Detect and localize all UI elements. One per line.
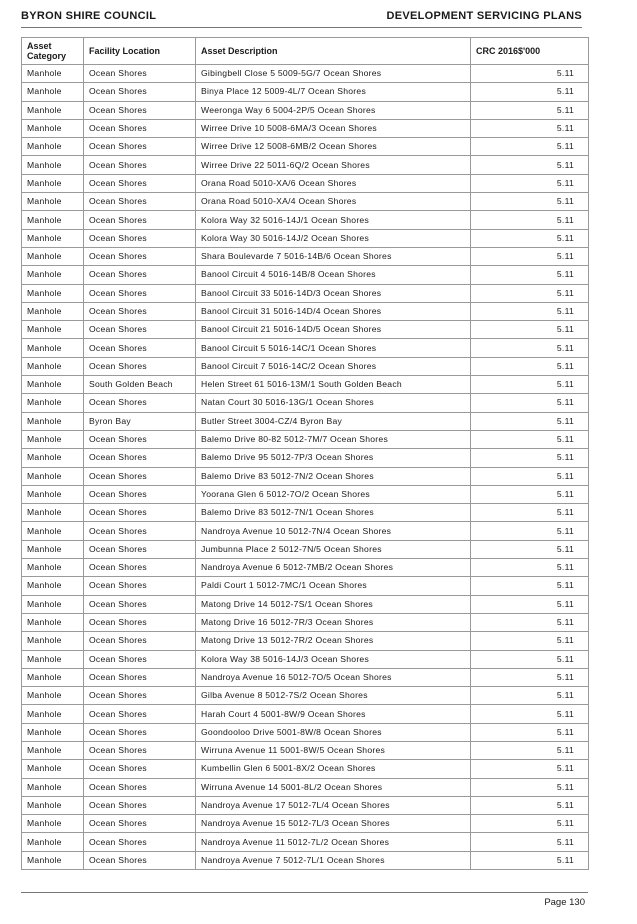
table-row bbox=[22, 540, 589, 558]
column-header-asset-category: Asset Category bbox=[22, 38, 84, 65]
asset-category-cell: Manhole bbox=[22, 412, 84, 430]
table-row bbox=[22, 778, 589, 796]
table-row bbox=[22, 449, 589, 467]
asset-description-cell: Matong Drive 13 5012-7R/2 Ocean Shores bbox=[196, 632, 471, 650]
crc-value-cell: 5.11 bbox=[471, 412, 589, 430]
asset-description-cell: Kolora Way 38 5016-14J/3 Ocean Shores bbox=[196, 650, 471, 668]
asset-category-cell: Manhole bbox=[22, 119, 84, 137]
crc-value-cell: 5.11 bbox=[471, 485, 589, 503]
table-row bbox=[22, 467, 589, 485]
crc-value-cell: 5.11 bbox=[471, 376, 589, 394]
facility-location-cell: Ocean Shores bbox=[84, 577, 196, 595]
facility-location-cell: Ocean Shores bbox=[84, 522, 196, 540]
council-name: BYRON SHIRE COUNCIL bbox=[21, 10, 157, 22]
asset-category-cell: Manhole bbox=[22, 522, 84, 540]
asset-category-cell: Manhole bbox=[22, 193, 84, 211]
facility-location-cell: Ocean Shores bbox=[84, 540, 196, 558]
facility-location-cell: Byron Bay bbox=[84, 412, 196, 430]
facility-location-cell: Ocean Shores bbox=[84, 741, 196, 759]
table-row bbox=[22, 504, 589, 522]
crc-value-cell: 5.11 bbox=[471, 522, 589, 540]
document-title: DEVELOPMENT SERVICING PLANS bbox=[386, 10, 582, 22]
asset-description-cell: Jumbunna Place 2 5012-7N/5 Ocean Shores bbox=[196, 540, 471, 558]
asset-category-cell: Manhole bbox=[22, 430, 84, 448]
asset-description-cell: Banool Circuit 33 5016-14D/3 Ocean Shores bbox=[196, 284, 471, 302]
asset-category-cell: Manhole bbox=[22, 485, 84, 503]
table-row bbox=[22, 211, 589, 229]
table-row bbox=[22, 247, 589, 265]
table-row bbox=[22, 668, 589, 686]
asset-category-cell: Manhole bbox=[22, 65, 84, 83]
asset-description-cell: Banool Circuit 5 5016-14C/1 Ocean Shores bbox=[196, 339, 471, 357]
asset-description-cell: Balemo Drive 95 5012-7P/3 Ocean Shores bbox=[196, 449, 471, 467]
table-row bbox=[22, 741, 589, 759]
asset-category-cell: Manhole bbox=[22, 851, 84, 869]
table-row bbox=[22, 284, 589, 302]
facility-location-cell: Ocean Shores bbox=[84, 705, 196, 723]
crc-value-cell: 5.11 bbox=[471, 247, 589, 265]
table-row bbox=[22, 687, 589, 705]
facility-location-cell: Ocean Shores bbox=[84, 211, 196, 229]
table-row bbox=[22, 138, 589, 156]
table-row bbox=[22, 815, 589, 833]
asset-description-cell: Butler Street 3004-CZ/4 Byron Bay bbox=[196, 412, 471, 430]
asset-category-cell: Manhole bbox=[22, 760, 84, 778]
asset-category-cell: Manhole bbox=[22, 211, 84, 229]
table-row bbox=[22, 119, 589, 137]
page-header bbox=[21, 8, 582, 24]
asset-category-cell: Manhole bbox=[22, 796, 84, 814]
table-row bbox=[22, 394, 589, 412]
asset-description-cell: Banool Circuit 21 5016-14D/5 Ocean Shores bbox=[196, 321, 471, 339]
facility-location-cell: Ocean Shores bbox=[84, 284, 196, 302]
asset-description-cell: Orana Road 5010-XA/6 Ocean Shores bbox=[196, 174, 471, 192]
table-row bbox=[22, 321, 589, 339]
asset-description-cell: Shara Boulevarde 7 5016-14B/6 Ocean Shores bbox=[196, 247, 471, 265]
footer-rule bbox=[21, 892, 588, 893]
facility-location-cell: Ocean Shores bbox=[84, 119, 196, 137]
facility-location-cell: Ocean Shores bbox=[84, 815, 196, 833]
facility-location-cell: Ocean Shores bbox=[84, 394, 196, 412]
table-row bbox=[22, 851, 589, 869]
asset-category-cell: Manhole bbox=[22, 339, 84, 357]
facility-location-cell: Ocean Shores bbox=[84, 101, 196, 119]
asset-description-cell: Weeronga Way 6 5004-2P/5 Ocean Shores bbox=[196, 101, 471, 119]
asset-category-cell: Manhole bbox=[22, 284, 84, 302]
asset-category-cell: Manhole bbox=[22, 138, 84, 156]
asset-description-cell: Wirree Drive 10 5008-6MA/3 Ocean Shores bbox=[196, 119, 471, 137]
table-row bbox=[22, 796, 589, 814]
asset-description-cell: Kolora Way 30 5016-14J/2 Ocean Shores bbox=[196, 229, 471, 247]
asset-description-cell: Nandroya Avenue 11 5012-7L/2 Ocean Shores bbox=[196, 833, 471, 851]
crc-value-cell: 5.11 bbox=[471, 668, 589, 686]
asset-description-cell: Balemo Drive 83 5012-7N/2 Ocean Shores bbox=[196, 467, 471, 485]
asset-description-cell: Nandroya Avenue 16 5012-7O/5 Ocean Shores bbox=[196, 668, 471, 686]
crc-value-cell: 5.11 bbox=[471, 632, 589, 650]
table-row bbox=[22, 430, 589, 448]
crc-value-cell: 5.11 bbox=[471, 193, 589, 211]
crc-value-cell: 5.11 bbox=[471, 778, 589, 796]
table-row bbox=[22, 193, 589, 211]
asset-category-cell: Manhole bbox=[22, 83, 84, 101]
table-row bbox=[22, 577, 589, 595]
crc-value-cell: 5.11 bbox=[471, 394, 589, 412]
crc-value-cell: 5.11 bbox=[471, 321, 589, 339]
asset-description-cell: Binya Place 12 5009-4L/7 Ocean Shores bbox=[196, 83, 471, 101]
table-row bbox=[22, 65, 589, 83]
facility-location-cell: Ocean Shores bbox=[84, 595, 196, 613]
facility-location-cell: Ocean Shores bbox=[84, 778, 196, 796]
crc-value-cell: 5.11 bbox=[471, 266, 589, 284]
column-header-asset-description: Asset Description bbox=[196, 38, 471, 65]
asset-description-cell: Nandroya Avenue 6 5012-7MB/2 Ocean Shores bbox=[196, 559, 471, 577]
crc-value-cell: 5.11 bbox=[471, 83, 589, 101]
asset-description-cell: Wirruna Avenue 11 5001-8W/5 Ocean Shores bbox=[196, 741, 471, 759]
facility-location-cell: Ocean Shores bbox=[84, 339, 196, 357]
table-row bbox=[22, 559, 589, 577]
asset-category-cell: Manhole bbox=[22, 504, 84, 522]
table-row bbox=[22, 650, 589, 668]
crc-value-cell: 5.11 bbox=[471, 65, 589, 83]
table-row bbox=[22, 101, 589, 119]
asset-category-cell: Manhole bbox=[22, 723, 84, 741]
asset-category-cell: Manhole bbox=[22, 559, 84, 577]
crc-value-cell: 5.11 bbox=[471, 302, 589, 320]
header-rule bbox=[21, 27, 582, 28]
asset-description-cell: Gilba Avenue 8 5012-7S/2 Ocean Shores bbox=[196, 687, 471, 705]
facility-location-cell: Ocean Shores bbox=[84, 485, 196, 503]
facility-location-cell: Ocean Shores bbox=[84, 321, 196, 339]
facility-location-cell: Ocean Shores bbox=[84, 247, 196, 265]
crc-value-cell: 5.11 bbox=[471, 540, 589, 558]
crc-value-cell: 5.11 bbox=[471, 339, 589, 357]
asset-description-cell: Wirruna Avenue 14 5001-8L/2 Ocean Shores bbox=[196, 778, 471, 796]
crc-value-cell: 5.11 bbox=[471, 138, 589, 156]
table-row bbox=[22, 522, 589, 540]
asset-category-cell: Manhole bbox=[22, 613, 84, 631]
asset-description-cell: Banool Circuit 7 5016-14C/2 Ocean Shores bbox=[196, 357, 471, 375]
asset-category-cell: Manhole bbox=[22, 595, 84, 613]
column-header-facility-location: Facility Location bbox=[84, 38, 196, 65]
facility-location-cell: Ocean Shores bbox=[84, 83, 196, 101]
facility-location-cell: Ocean Shores bbox=[84, 357, 196, 375]
crc-value-cell: 5.11 bbox=[471, 851, 589, 869]
asset-category-cell: Manhole bbox=[22, 376, 84, 394]
asset-description-cell: Wirree Drive 22 5011-6Q/2 Ocean Shores bbox=[196, 156, 471, 174]
table-row bbox=[22, 613, 589, 631]
facility-location-cell: Ocean Shores bbox=[84, 613, 196, 631]
facility-location-cell: Ocean Shores bbox=[84, 668, 196, 686]
crc-value-cell: 5.11 bbox=[471, 613, 589, 631]
page-number: Page 130 bbox=[544, 897, 585, 908]
facility-location-cell: Ocean Shores bbox=[84, 504, 196, 522]
asset-category-cell: Manhole bbox=[22, 650, 84, 668]
asset-description-cell: Harah Court 4 5001-8W/9 Ocean Shores bbox=[196, 705, 471, 723]
crc-value-cell: 5.11 bbox=[471, 760, 589, 778]
facility-location-cell: Ocean Shores bbox=[84, 193, 196, 211]
table-row bbox=[22, 376, 589, 394]
asset-description-cell: Paldi Court 1 5012-7MC/1 Ocean Shores bbox=[196, 577, 471, 595]
asset-category-cell: Manhole bbox=[22, 101, 84, 119]
crc-value-cell: 5.11 bbox=[471, 101, 589, 119]
asset-description-cell: Natan Court 30 5016-13G/1 Ocean Shores bbox=[196, 394, 471, 412]
facility-location-cell: Ocean Shores bbox=[84, 687, 196, 705]
asset-category-cell: Manhole bbox=[22, 302, 84, 320]
crc-value-cell: 5.11 bbox=[471, 357, 589, 375]
table-row bbox=[22, 723, 589, 741]
asset-description-cell: Nandroya Avenue 10 5012-7N/4 Ocean Shores bbox=[196, 522, 471, 540]
asset-category-cell: Manhole bbox=[22, 577, 84, 595]
asset-category-cell: Manhole bbox=[22, 229, 84, 247]
asset-description-cell: Balemo Drive 83 5012-7N/1 Ocean Shores bbox=[196, 504, 471, 522]
facility-location-cell: Ocean Shores bbox=[84, 760, 196, 778]
asset-category-cell: Manhole bbox=[22, 467, 84, 485]
asset-description-cell: Balemo Drive 80-82 5012-7M/7 Ocean Shores bbox=[196, 430, 471, 448]
facility-location-cell: Ocean Shores bbox=[84, 138, 196, 156]
crc-value-cell: 5.11 bbox=[471, 833, 589, 851]
asset-description-cell: Kumbellin Glen 6 5001-8X/2 Ocean Shores bbox=[196, 760, 471, 778]
table-row bbox=[22, 705, 589, 723]
asset-category-cell: Manhole bbox=[22, 778, 84, 796]
facility-location-cell: South Golden Beach bbox=[84, 376, 196, 394]
asset-category-cell: Manhole bbox=[22, 156, 84, 174]
facility-location-cell: Ocean Shores bbox=[84, 174, 196, 192]
table-row bbox=[22, 760, 589, 778]
table-header-row bbox=[22, 38, 589, 65]
asset-description-cell: Banool Circuit 31 5016-14D/4 Ocean Shores bbox=[196, 302, 471, 320]
crc-value-cell: 5.11 bbox=[471, 467, 589, 485]
crc-value-cell: 5.11 bbox=[471, 650, 589, 668]
facility-location-cell: Ocean Shores bbox=[84, 723, 196, 741]
table-row bbox=[22, 302, 589, 320]
crc-value-cell: 5.11 bbox=[471, 504, 589, 522]
asset-category-cell: Manhole bbox=[22, 357, 84, 375]
asset-table bbox=[21, 37, 589, 870]
asset-description-cell: Nandroya Avenue 7 5012-7L/1 Ocean Shores bbox=[196, 851, 471, 869]
asset-description-cell: Yoorana Glen 6 5012-7O/2 Ocean Shores bbox=[196, 485, 471, 503]
asset-description-cell: Gibingbell Close 5 5009-5G/7 Ocean Shores bbox=[196, 65, 471, 83]
asset-description-cell: Nandroya Avenue 15 5012-7L/3 Ocean Shores bbox=[196, 815, 471, 833]
facility-location-cell: Ocean Shores bbox=[84, 833, 196, 851]
table-row bbox=[22, 229, 589, 247]
asset-category-cell: Manhole bbox=[22, 266, 84, 284]
crc-value-cell: 5.11 bbox=[471, 211, 589, 229]
crc-value-cell: 5.11 bbox=[471, 577, 589, 595]
crc-value-cell: 5.11 bbox=[471, 796, 589, 814]
asset-category-cell: Manhole bbox=[22, 741, 84, 759]
asset-description-cell: Goondooloo Drive 5001-8W/8 Ocean Shores bbox=[196, 723, 471, 741]
crc-value-cell: 5.11 bbox=[471, 156, 589, 174]
crc-value-cell: 5.11 bbox=[471, 705, 589, 723]
facility-location-cell: Ocean Shores bbox=[84, 229, 196, 247]
asset-category-cell: Manhole bbox=[22, 668, 84, 686]
table-row bbox=[22, 412, 589, 430]
asset-category-cell: Manhole bbox=[22, 705, 84, 723]
asset-description-cell: Wirree Drive 12 5008-6MB/2 Ocean Shores bbox=[196, 138, 471, 156]
table-row bbox=[22, 485, 589, 503]
facility-location-cell: Ocean Shores bbox=[84, 156, 196, 174]
crc-value-cell: 5.11 bbox=[471, 595, 589, 613]
asset-description-cell: Matong Drive 16 5012-7R/3 Ocean Shores bbox=[196, 613, 471, 631]
table-row bbox=[22, 632, 589, 650]
crc-value-cell: 5.11 bbox=[471, 449, 589, 467]
facility-location-cell: Ocean Shores bbox=[84, 302, 196, 320]
asset-category-cell: Manhole bbox=[22, 687, 84, 705]
crc-value-cell: 5.11 bbox=[471, 741, 589, 759]
asset-description-cell: Helen Street 61 5016-13M/1 South Golden Beach bbox=[196, 376, 471, 394]
facility-location-cell: Ocean Shores bbox=[84, 449, 196, 467]
crc-value-cell: 5.11 bbox=[471, 174, 589, 192]
asset-category-cell: Manhole bbox=[22, 174, 84, 192]
table-row bbox=[22, 174, 589, 192]
crc-value-cell: 5.11 bbox=[471, 430, 589, 448]
facility-location-cell: Ocean Shores bbox=[84, 632, 196, 650]
column-header-crc: CRC 2016$'000 bbox=[471, 38, 589, 65]
table-row bbox=[22, 833, 589, 851]
facility-location-cell: Ocean Shores bbox=[84, 65, 196, 83]
crc-value-cell: 5.11 bbox=[471, 229, 589, 247]
asset-description-cell: Nandroya Avenue 17 5012-7L/4 Ocean Shores bbox=[196, 796, 471, 814]
facility-location-cell: Ocean Shores bbox=[84, 467, 196, 485]
asset-category-cell: Manhole bbox=[22, 815, 84, 833]
crc-value-cell: 5.11 bbox=[471, 559, 589, 577]
table-row bbox=[22, 156, 589, 174]
asset-category-cell: Manhole bbox=[22, 632, 84, 650]
crc-value-cell: 5.11 bbox=[471, 284, 589, 302]
asset-description-cell: Kolora Way 32 5016-14J/1 Ocean Shores bbox=[196, 211, 471, 229]
facility-location-cell: Ocean Shores bbox=[84, 796, 196, 814]
asset-description-cell: Orana Road 5010-XA/4 Ocean Shores bbox=[196, 193, 471, 211]
table-row bbox=[22, 339, 589, 357]
table-row bbox=[22, 357, 589, 375]
crc-value-cell: 5.11 bbox=[471, 815, 589, 833]
asset-category-cell: Manhole bbox=[22, 449, 84, 467]
table-row bbox=[22, 595, 589, 613]
asset-category-cell: Manhole bbox=[22, 540, 84, 558]
facility-location-cell: Ocean Shores bbox=[84, 559, 196, 577]
crc-value-cell: 5.11 bbox=[471, 119, 589, 137]
table-row bbox=[22, 83, 589, 101]
crc-value-cell: 5.11 bbox=[471, 687, 589, 705]
crc-value-cell: 5.11 bbox=[471, 723, 589, 741]
facility-location-cell: Ocean Shores bbox=[84, 650, 196, 668]
facility-location-cell: Ocean Shores bbox=[84, 266, 196, 284]
facility-location-cell: Ocean Shores bbox=[84, 851, 196, 869]
asset-category-cell: Manhole bbox=[22, 833, 84, 851]
table-row bbox=[22, 266, 589, 284]
asset-description-cell: Matong Drive 14 5012-7S/1 Ocean Shores bbox=[196, 595, 471, 613]
asset-description-cell: Banool Circuit 4 5016-14B/8 Ocean Shores bbox=[196, 266, 471, 284]
asset-category-cell: Manhole bbox=[22, 247, 84, 265]
asset-category-cell: Manhole bbox=[22, 321, 84, 339]
asset-category-cell: Manhole bbox=[22, 394, 84, 412]
facility-location-cell: Ocean Shores bbox=[84, 430, 196, 448]
table-body bbox=[22, 65, 589, 870]
